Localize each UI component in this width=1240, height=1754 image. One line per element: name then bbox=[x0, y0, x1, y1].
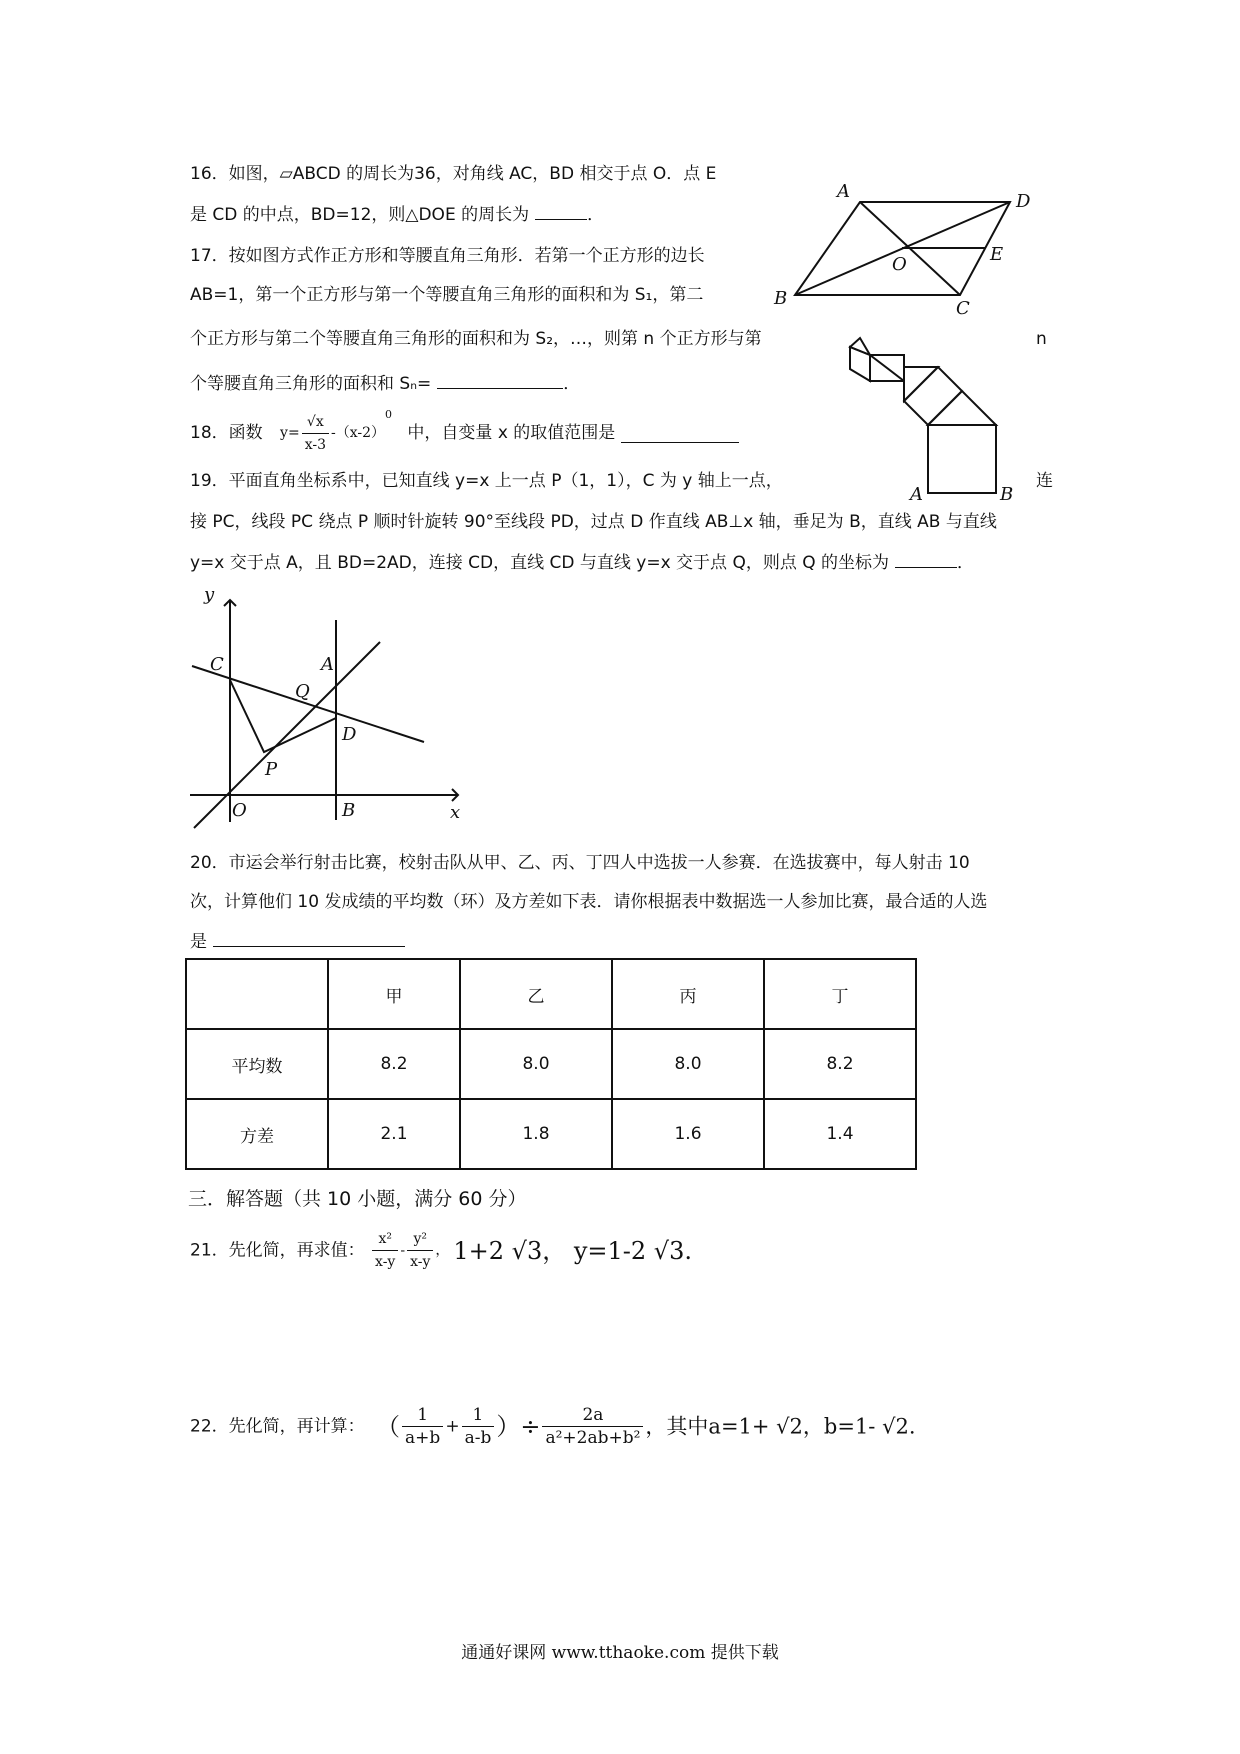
fourth-triangle bbox=[850, 338, 870, 355]
table-header-cell: 丁 bbox=[764, 959, 916, 1029]
q18-answer-blank[interactable] bbox=[621, 424, 739, 443]
label-d: D bbox=[1016, 191, 1030, 212]
q18-rest: -（x-2） bbox=[330, 425, 386, 441]
third-triangle bbox=[870, 355, 904, 381]
label-c-coord: C bbox=[210, 654, 224, 675]
q19-text: y=x 交于点 A，且 BD=2AD，连接 CD，直线 CD 与直线 y=x 交于点 Q，则点 Q 的坐标为 bbox=[190, 553, 890, 573]
scores-table bbox=[185, 958, 917, 1170]
q21-line bbox=[190, 1228, 692, 1273]
q22-den-3: a²+2ab+b² bbox=[545, 1428, 641, 1448]
q19-end: ． bbox=[957, 553, 975, 573]
label-b: B bbox=[774, 288, 788, 309]
q17-line2: AB=1，第一个正方形与第一个等腰直角三角形的面积和为 S₁，第二 bbox=[190, 285, 704, 305]
q20-line3 bbox=[190, 928, 405, 954]
q20-answer-blank[interactable] bbox=[213, 928, 405, 947]
label-p: P bbox=[265, 759, 278, 780]
label-c: C bbox=[956, 298, 970, 319]
label-a-squares: A bbox=[910, 484, 923, 505]
q19-line2: 接 PC，线段 PC 绕点 P 顺时针旋转 90°至线段 PD，过点 D 作直线 AB⊥x 轴，垂足为 B，直线 AB 与直线 bbox=[190, 512, 997, 532]
q22-den-1: a+b bbox=[405, 1428, 441, 1448]
coordinate-figure bbox=[180, 580, 470, 830]
q18-exponent: 0 bbox=[385, 408, 393, 421]
q22-close-div: ）÷ bbox=[496, 1412, 541, 1441]
q16-line1: 16．如图，▱ABCD 的周长为36，对角线 AC，BD 相交于点 O．点 E bbox=[190, 164, 717, 184]
label-e: E bbox=[990, 244, 1004, 265]
label-a-coord: A bbox=[321, 654, 334, 675]
label-x: x bbox=[450, 802, 461, 823]
q17-line3a: 个正方形与第二个等腰直角三角形的面积和为 S₂，…，则第 n 个正方形与第 bbox=[190, 329, 762, 349]
label-q: Q bbox=[295, 681, 310, 702]
segments-pc-pd bbox=[230, 680, 336, 752]
table-header-row bbox=[186, 959, 916, 1029]
q22-fraction-3 bbox=[542, 1404, 643, 1449]
q16-answer-blank[interactable] bbox=[535, 201, 587, 220]
table-cell: 1.6 bbox=[612, 1099, 764, 1169]
q21-num-1: x² bbox=[372, 1228, 398, 1251]
label-o: O bbox=[892, 254, 907, 275]
q22-den-2: a-b bbox=[464, 1428, 492, 1448]
table-header-cell: 丙 bbox=[612, 959, 764, 1029]
q21-fraction-2 bbox=[407, 1228, 433, 1273]
table-cell: 1.8 bbox=[460, 1099, 612, 1169]
table-cell: 平均数 bbox=[186, 1029, 328, 1099]
q18-y-eq: y= bbox=[280, 425, 300, 441]
first-square bbox=[928, 425, 996, 493]
section-heading: 三．解答题（共 10 小题，满分 60 分） bbox=[188, 1188, 527, 1210]
q22-num-1: 1 bbox=[402, 1404, 443, 1427]
q21-prefix: 21．先化简，再求值： bbox=[190, 1240, 365, 1261]
q22-tail: ，其中a=1+ √2，b=1- √2. bbox=[645, 1414, 916, 1439]
table-row bbox=[186, 1099, 916, 1169]
q20-line2: 次，计算他们 10 发成绩的平均数（环）及方差如下表．请你根据表中数据选一人参加比赛，最合适的人选 bbox=[190, 892, 988, 912]
q21-num-2: y² bbox=[407, 1228, 433, 1251]
q19-line1b: 连 bbox=[1036, 471, 1053, 491]
q22-plus: + bbox=[445, 1416, 460, 1437]
q16-text: 是 CD 的中点，BD=12，则△DOE 的周长为 bbox=[190, 205, 530, 225]
q21-comma: ， bbox=[435, 1242, 450, 1259]
q17-line1: 17．按如图方式作正方形和等腰直角三角形．若第一个正方形的边长 bbox=[190, 246, 705, 266]
second-square bbox=[904, 367, 962, 425]
table-header-cell: 乙 bbox=[460, 959, 612, 1029]
label-d-coord: D bbox=[342, 724, 357, 745]
label-b-squares: B bbox=[1000, 484, 1014, 505]
table-cell: 2.1 bbox=[328, 1099, 460, 1169]
q16-line2 bbox=[190, 201, 604, 227]
page-footer: 通通好课网 www.tthaoke.com 提供下载 bbox=[461, 1643, 779, 1663]
table-cell: 8.2 bbox=[764, 1029, 916, 1099]
parallelogram-figure bbox=[770, 180, 1030, 320]
q16-end: ． bbox=[587, 205, 605, 225]
second-triangle bbox=[904, 367, 938, 401]
label-y: y bbox=[204, 584, 215, 605]
q22-num-2: 1 bbox=[462, 1404, 495, 1427]
label-b-coord: B bbox=[342, 800, 356, 821]
label-a: A bbox=[837, 181, 850, 202]
q18-suffix: 中，自变量 x 的取值范围是 bbox=[407, 423, 616, 443]
q22-line bbox=[190, 1404, 916, 1449]
q21-den-2: x-y bbox=[410, 1254, 431, 1270]
q18-numerator: √x bbox=[302, 411, 329, 434]
q20-text: 是 bbox=[190, 932, 207, 952]
table-cell: 8.2 bbox=[328, 1029, 460, 1099]
q19-answer-blank[interactable] bbox=[895, 549, 957, 568]
q21-values: 1+2 √3， y=1-2 √3. bbox=[453, 1236, 692, 1265]
q20-line1: 20．市运会举行射击比赛，校射击队从甲、乙、丙、丁四人中选拔一人参赛．在选拔赛中，每人射击 10 bbox=[190, 853, 970, 873]
q22-prefix: 22．先化简，再计算： bbox=[190, 1416, 365, 1437]
squares-figure bbox=[820, 335, 1050, 505]
table-cell: 8.0 bbox=[460, 1029, 612, 1099]
q22-fraction-1 bbox=[402, 1404, 443, 1449]
q18-prefix: 18．函数 bbox=[190, 423, 263, 443]
q18-denominator: x-3 bbox=[304, 436, 326, 453]
table-cell: 方差 bbox=[186, 1099, 328, 1169]
q19-line3 bbox=[190, 549, 974, 575]
first-triangle bbox=[928, 391, 996, 425]
table-row bbox=[186, 1029, 916, 1099]
q18-line bbox=[190, 400, 739, 456]
q21-den-1: x-y bbox=[375, 1254, 396, 1270]
q22-fraction-2 bbox=[462, 1404, 495, 1449]
table-cell: 1.4 bbox=[764, 1099, 916, 1169]
label-o-coord: O bbox=[232, 800, 247, 821]
q17-line3b: n bbox=[1036, 329, 1047, 349]
table-cell: 8.0 bbox=[612, 1029, 764, 1099]
q17-answer-blank[interactable] bbox=[437, 370, 563, 389]
q22-open-paren: （ bbox=[376, 1412, 401, 1441]
q21-fraction-1 bbox=[372, 1228, 398, 1273]
q18-fraction bbox=[302, 411, 329, 456]
q22-num-3: 2a bbox=[542, 1404, 643, 1427]
q19-line1a: 19．平面直角坐标系中，已知直线 y=x 上一点 P（1，1），C 为 y 轴上一点， bbox=[190, 471, 783, 491]
q17-text: 个等腰直角三角形的面积和 Sₙ= bbox=[190, 374, 432, 394]
table-header-cell: 甲 bbox=[328, 959, 460, 1029]
table-header-cell bbox=[186, 959, 328, 1029]
q21-minus: - bbox=[400, 1242, 406, 1259]
fourth-square bbox=[850, 347, 870, 381]
q17-line4 bbox=[190, 370, 580, 396]
q17-end: ． bbox=[563, 374, 581, 394]
